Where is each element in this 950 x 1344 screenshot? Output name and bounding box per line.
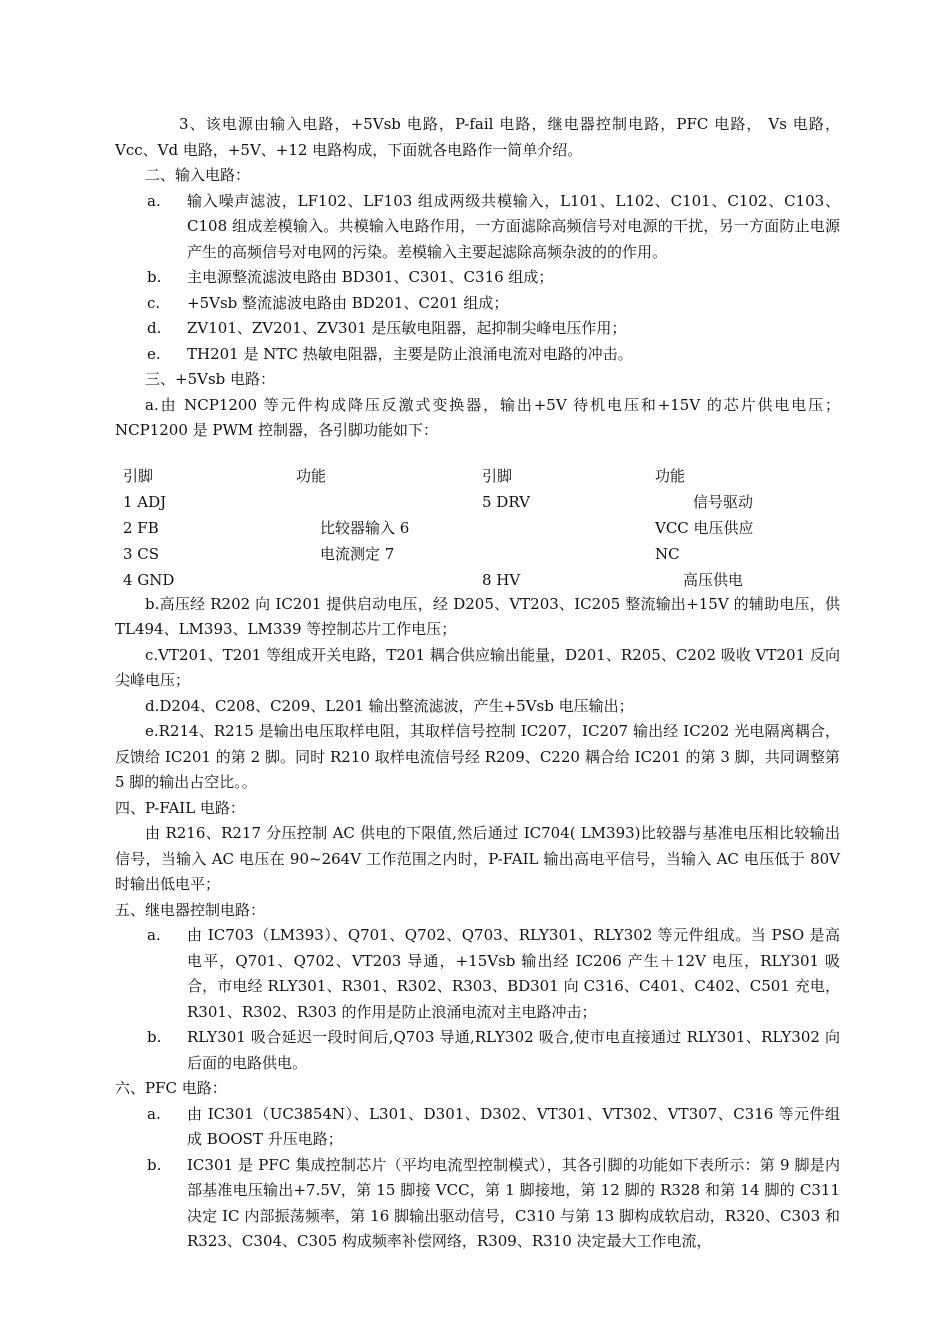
list-item-text: TH201 是 NTC 热敏电阻器，主要是防止浪涌电流对电路的冲击。 (187, 344, 633, 363)
list-marker: b. (147, 1028, 162, 1046)
table-header-cell: 引脚 (123, 466, 154, 485)
table-cell: 比较器输入 6 (320, 518, 410, 537)
list-item-text: IC301 是 PFC 集成控制芯片（平均电流型控制模式），其各引脚的功能如下表所示：第 9 脚是内部基准电压输出+7.5V，第 15 脚接 VCC，第 1 脚接地，第 12 脚的 R328 和第 14 脚的 C311 决定 IC 内部振荡频率，第 16 脚输出驱动信号，C310 与第 13 脚构成软启动，R320、C303 和 R323、C304、C305 构成频率补偿网络，R309、R310 决定最大工作电流， (187, 1155, 840, 1250)
list-item-text: 由 IC703（LM393）、Q701、Q702、Q703、RLY301、RLY302 等元件组成。当 PSO 是高电平，Q701、Q702、VT203 导通，+15Vsb 输出经 IC206 产生＋12V 电压，RLY301 吸合，市电经 RLY301、R301、R302、R303、BD301 向 C316、C401、C402、C501 充电，R301、R302、R303 的作用是防止浪涌电流对主电路冲击； (187, 926, 840, 1021)
list-marker: a. (147, 1104, 161, 1123)
table-cell: NC (655, 544, 680, 563)
list-marker: e. (147, 344, 161, 363)
list-item-text: 由 IC301（UC3854N）、L301、D301、D302、VT301、VT302、VT307、C316 等元件组成 BOOST 升压电路； (187, 1104, 840, 1148)
table-row (115, 516, 840, 542)
list-item-text: +5Vsb 整流滤波电路由 BD201、C201 组成； (187, 293, 509, 312)
table-cell: 8 HV (482, 570, 521, 589)
table-header-cell: 功能 (655, 466, 686, 485)
paragraph: e.R214、R215 是输出电压取样电阻，其取样信号控制 IC207，IC207 输出经 IC202 光电隔离耦合，反馈给 IC201 的第 2 脚。同时 R210 取样电流信号经 R209、C220 耦合给 IC201 的第 3 脚，共同调整第 5 脚的输出占空比。。 (115, 722, 840, 791)
paragraph: 由 R216、R217 分压控制 AC 供电的下限值,然后通过 IC704( LM393)比较器与基准电压相比较输出信号，当输入 AC 电压在 90~264V 工作范围之内时，P-FAIL 输出高电平信号，当输入 AC 电压低于 80V 时输出低电平； (115, 824, 840, 893)
list-item-text: RLY301 吸合延迟一段时间后,Q703 导通,RLY302 吸合,使市电直接通过 RLY301、RLY302 向后面的电路供电。 (187, 1028, 840, 1072)
table-cell: 高压供电 (683, 570, 744, 589)
list-item (115, 189, 840, 266)
list-item (115, 291, 840, 317)
table-row (115, 542, 840, 568)
document-page (115, 112, 840, 1255)
list-marker: a. (147, 926, 161, 944)
paragraph: a.由 NCP1200 等元件构成降压反激式变换器，输出+5V 待机电压和+15V 的芯片供电电压；NCP1200 是 PWM 控制器，各引脚功能如下： (115, 395, 840, 439)
list-marker: b. (147, 1155, 162, 1174)
table-cell: 电流测定 7 (320, 544, 395, 563)
paragraph: b.高压经 R202 向 IC201 提供启动电压，经 D205、VT203、IC205 整流输出+15V 的辅助电压，供 TL494、LM393、LM339 等控制芯片工作电压； (115, 594, 840, 638)
list-marker: d. (147, 319, 162, 337)
table-header-row (115, 464, 840, 490)
list-item (115, 342, 840, 368)
section-heading-pfail: 四、P-FAIL 电路： (115, 798, 245, 817)
list-item (115, 1102, 840, 1153)
intro-paragraph: 3、该电源由输入电路，+5Vsb 电路，P-fail 电路，继电器控制电路，PFC 电路， Vs 电路，Vcc、Vd 电路，+5V、+12 电路构成，下面就各电路作一简单介绍。 (115, 115, 840, 159)
table-cell: 5 DRV (482, 492, 530, 511)
table-cell: 1 ADJ (123, 492, 167, 511)
list-item-text: 输入噪声滤波，LF102、LF103 组成两级共模输入，L101、L102、C101、C102、C103、C108 组成差模输入。共模输入电路作用，一方面滤除高频信号对电源的干扰，另一方面防止电源产生的高频信号对电网的污染。差模输入主要起滤除高频杂波的的作用。 (187, 191, 840, 261)
paragraph: d.D204、C208、C209、L201 输出整流滤波，产生+5Vsb 电压输出； (145, 696, 634, 715)
list-item (115, 1153, 840, 1255)
table-cell: 信号驱动 (693, 492, 754, 511)
table-header-cell: 引脚 (482, 466, 513, 485)
table-header-cell: 功能 (296, 466, 327, 485)
list-item-text: 主电源整流滤波电路由 BD301、C301、C316 组成； (187, 268, 554, 286)
list-item (115, 265, 840, 291)
table-cell: 2 FB (123, 518, 159, 537)
pin-function-table (115, 464, 840, 592)
list-marker: a. (147, 191, 161, 210)
list-marker: b. (147, 268, 162, 286)
list-item (115, 923, 840, 1025)
section-heading-relay-control: 五、继电器控制电路： (115, 900, 266, 919)
paragraph: c.VT201、T201 等组成开关电路，T201 耦合供应输出能量，D201、R205、C202 吸收 VT201 反向尖峰电压； (115, 645, 840, 689)
list-item (115, 316, 840, 342)
list-item-text: ZV101、ZV201、ZV301 是压敏电阻器，起抑制尖峰电压作用； (187, 319, 627, 337)
table-cell: 4 GND (123, 570, 175, 589)
table-cell: 3 CS (123, 544, 160, 563)
section-heading-input-circuit: 二、输入电路： (145, 166, 251, 184)
table-row (115, 568, 840, 594)
table-row (115, 490, 840, 516)
list-marker: c. (147, 293, 161, 312)
section-heading-pfc: 六、PFC 电路： (115, 1079, 227, 1097)
table-cell: VCC 电压供应 (655, 518, 754, 537)
section-heading-5vsb: 三、+5Vsb 电路： (145, 370, 276, 388)
list-item (115, 1025, 840, 1076)
